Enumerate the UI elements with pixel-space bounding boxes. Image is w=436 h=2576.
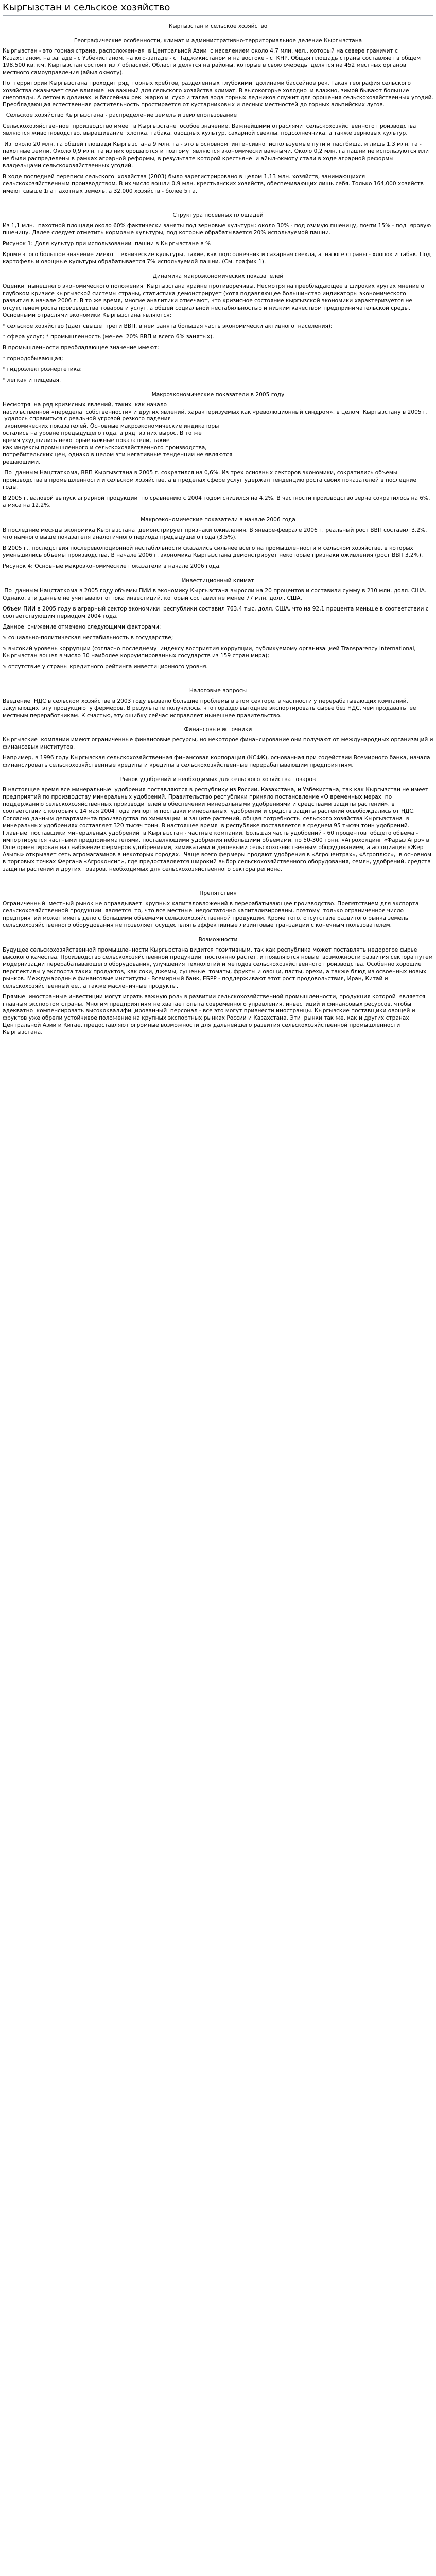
section-heading: Препятствия [199, 890, 237, 896]
text-line: потребительских цен, однако в целом эти негативные тенденции не являются [3, 452, 233, 459]
section-heading: Налоговые вопросы [189, 687, 247, 694]
paragraph: В последние месяцы экономика Кыргызстана демонстрирует признаки оживления. В январе-феврале 2006 г. реальный рост ВВП составил 3,2%, что намного выше показателя аналогичного периода предыдущего года (3,5%). [3, 527, 429, 541]
section-heading: Инвестиционный климат [182, 577, 254, 584]
section-heading: Макроэкономические показатели в 2005 году [151, 391, 285, 398]
paragraph: Из около 20 млн. га общей площади Кыргызстана 9 млн. га - это в основном интенсивно используемые пути и пастбища, и лишь 1,3 млн. га - пахотные земли. Около 0,9 млн. га из них орошаются и поэтому являются экономически важными. Около 0,2 млн. га пашни не используются или не были распределены в рамках аграрной реформы, в результате которой крестьяне и айыл-окмоту стали в ходе аграрной реформы владельцами сельскохозяйственных угодий. [3, 141, 432, 170]
paragraph: * легкая и пищевая. [3, 377, 61, 383]
section-heading: Финансовые источники [184, 726, 252, 733]
text-line: время ухудшились некоторые важные показатели, такие [3, 437, 170, 444]
paragraph: По территории Кыргызстана проходит ряд горных хребтов, разделенных глубокими долинами бассейнов рек. Такая география сельского хозяйства оказывает свое влияние на важный для сельского хозяйства климат. В высокогорье холодно и влажно, зимой бывают большие снегопады. А летом в долинах и бассейнах рек жарко и сухо и талая вода горных ледников служит для орошения сельскохозяйственных угодий. Преобладающая естественная растительность простирается от кустарниковых и лесных местностей до горных альпийских лугов. [3, 80, 435, 108]
paragraph: Объем ПИИ в 2005 году в аграрный сектор экономики республики составил 763,4 тыс. долл. США, что на 92,1 процента меньше в соответствии с соответствующим периодом 2004 года. [3, 605, 430, 619]
paragraph: В настоящее время все минеральные удобрения поставляются в республику из России, Казахстана, и Узбекистана, так как Кыргызстан не имеет предприятий по производству минеральных удобрений. Правительство республики приняло постановление «О временных мерах по поддержанию сельскохозяйственных производителей в обеспечении минеральными удобрениями и средствами защиты растений», в соответствии с которым с 14 мая 2004 года импорт и поставки минеральных удобрений и средств защиты растений освобождались от НДС. Согласно данным департамента производства по химизации и защите растений, общая потребность сельского хозяйства Кыргызстана в минеральных удобрениях составляет 320 тысяч тонн. В настоящее время в республике поставляется в среднем 95 тысяч тонн удобрений. Главные поставщики минеральных удобрений в Кыргызстан - частные компании. Большая часть удобрений - 60 процентов общего объема - импортируется частными предпринимателями, поставляющими удобрения небольшими объемами, по 50-300 тонн. «Агрохолдинг «Фарыз Агро» в Оше ориентирован на снабжение фермеров удобрениями, химикатами и дешевыми сельскохозяйственным оборудованием, а ассоциация «Жер Азыгы» открывает сеть агромагазинов в некоторых городах. Чаще всего фермеры продают удобрения в «Агроцентрах», «Агроплюс», в основном в торговых точках Фергана «Агроконсип», где предоставляется широкий выбор сельскохозяйственного оборудования, семян, удобрений, средств защиты растений и других товаров, необходимых для сельскохозяйственного сектора региона. [3, 787, 433, 872]
text-line: остались на уровне предыдущего года, а ряд из них вырос. В то же [3, 430, 202, 437]
paragraph: Данное снижение отмечено следующими факторами: [3, 623, 161, 630]
section-heading: Кыргызстан и сельское хозяйство [168, 23, 268, 29]
paragraph: Сельское хозяйство Кыргызстана - распределение земель и землепользование [3, 112, 237, 119]
text-line: Несмотря на ряд кризисных явлений, таких как начало [3, 401, 167, 408]
paragraph: Будущее сельскохозяйственной промышленности Кыргызстана видится позитивным, так как республика может поставлять недорогое сырье высокого качества. Производство сельскохозяйственной продукции постоянно растет, и появляются новые возможности развития сектора путем модернизации перерабатывающего оборудования, улучшения технологий и методов сельскохозяйственного производства. Особенно хорошие перспективы у экспорта таких продуктов, как соки, джемы, сушеные томаты, фрукты и овощи, пасты, орехи, а также блюд из освоенных новых рынков. Международные финансовые институты - Всемирный банк, ЕБРР - поддерживают этот рост продовольствия, Иран, Китай и сельскохозяйственный ее.. а также масленичные продукты. [3, 946, 435, 989]
paragraph: ъ высокий уровень коррупции (согласно последнему индексу восприятия коррупции, публикуемому организацией Transparency International, Кыргызстан вошел в число 30 наиболее коррумпированных государств из 159 стран мира); [3, 645, 418, 659]
paragraph: Кыргызские компании имеют ограниченные финансовые ресурсы, но некоторое финансирование они получают от международных организаций и финансовых институтов. [3, 737, 435, 751]
line-block [3, 402, 433, 470]
document-page [0, 0, 436, 1046]
section-heading: Структура посевных площадей [172, 212, 264, 219]
spacer [3, 877, 433, 883]
paragraph: В ходе последней переписи сельского хозяйства (2003) было зарегистрировано в целом 1,13 млн. хозяйств, занимающихся сельскохозяйственным производством. В их число вошли 0,9 млн. крестьянских хозяйств, обеспечивающих лишь себя. Только 164,000 хозяйств имеют свыше 1га пахотных земель, а 32.000 хозяйств - более 5 га. [3, 174, 426, 195]
paragraph: Введение НДС в сельском хозяйстве в 2003 году вызвало большие проблемы в этом секторе, в частности у перерабатывающих компаний, закупающих эту продукцию у фермеров. В результате получилось, что гораздо выгоднее экспортировать сырье без НДС, чем продавать ее местным переработчикам. К счастью, эту ошибку сейчас исправляет нынешнее правительство. [3, 698, 418, 719]
document-body [3, 23, 433, 1037]
page-title: Кыргызстан и сельское хозяйство [3, 2, 433, 16]
text-line: насильственной «передела собственности» и других явлений, характеризуемых как «революционный синдром», в целом Кыргызстану в 2005 г. [3, 409, 428, 415]
paragraph: * горнодобывающая; [3, 355, 63, 362]
paragraph: По данным Нацстаткома, ВВП Кыргызстана в 2005 г. сократился на 0,6%. Из трех основных секторов экономики, сократились объемы производства в промышленности и сельском хозяйстве, а в пределах сфере услуг удержал тенденцию роста своих показателей в последние годы. [3, 470, 418, 491]
section-heading: Динамика макроэкономических показателей [152, 273, 284, 279]
section-heading: Географические особенности, климат и административно-территориальное деление Кыргызстана [74, 37, 362, 44]
paragraph: ъ социально-политическая нестабильность в государстве; [3, 634, 173, 641]
paragraph: По данным Нацстаткома в 2005 году объемы ПИИ в экономику Кыргызстана выросли на 20 процентов и составили сумму в 210 млн. долл. США. Однако, эти данные не учитывают оттока инвестиций, который составил не менее 77 млн. долл. США. [3, 587, 428, 601]
paragraph: Например, в 1996 году Кыргызская сельскохозяйственная финансовая корпорация (КСФК), основанная при содействии Всемирного банка, начала финансировать сельскохозяйственные кредиты и кредиты в сельскохозяйственные перерабатывающим предприятиям. [3, 755, 432, 769]
text-line: решающими. [3, 459, 41, 466]
paragraph: В промышленности преобладающее значение имеют: [3, 344, 159, 351]
paragraph: Сельскохозяйственное производство имеет в Кыргызстане особое значение. Важнейшими отраслями сельскохозяйственного производства являются животноводство, выращивание хлопка, табака, овощных культур, сахарной свеклы, подсолнечника, а также зерновых культур. [3, 123, 418, 137]
text-line: как индексы промышленного и сельскохозяйственного производства, [3, 445, 207, 451]
paragraph: * сфера услуг; * промышленность (менее 20% ВВП и всего 6% занятых). [3, 333, 214, 340]
paragraph: Кыргызстан - это горная страна, расположенная в Центральной Азии с населением около 4,7 млн. чел., который на севере граничит с Казахстаном, на западе - с Узбекистаном, на юго-западе - с Таджикистаном и на востоке - с КНР. Общая площадь страны составляет в общем 198,500 кв. км. Кыргызстан состоит из 7 областей. Области делятся на районы, которые в свою очередь делятся на 452 местных органов местного самоуправления (айыл окмоту). [3, 47, 423, 76]
paragraph: * гидроэлектроэнергетика; [3, 366, 82, 372]
section-heading: Рынок удобрений и необходимых для сельского хозяйства товаров [120, 776, 316, 783]
text-line: удалось справиться с реальной угрозой резкого падения [3, 416, 171, 422]
paragraph: Рисунок 1: Доля культур при использовании пашни в Кыргызстане в % [3, 241, 211, 247]
section-heading: Макроэкономические показатели в начале 2006 года [141, 517, 295, 523]
paragraph: Из 1,1 млн. пахотной площади около 60% фактически заняты под зерновые культуры: около 30% - под озимую пшеницу, почти 15% - под яровую пшеницу. Далее следует отметить кормовые культуры, под которые обрабатывается 20% используемой пашни. [3, 223, 433, 236]
paragraph: ъ отсутствие у страны кредитного рейтинга инвестиционного уровня. [3, 663, 208, 670]
paragraph: Рисунок 4: Основные макроэкономические показатели в начале 2006 года. [3, 563, 221, 569]
spacer [3, 674, 433, 681]
paragraph: * сельское хозяйство (дает свыше трети ВВП, в нем занята большая часть экономически активного населения); [3, 323, 333, 329]
paragraph: В 2005 г. валовой выпуск аграрной продукции по сравнению с 2004 годом снизился на 4,2%. В частности производство зерна сократилось на 6%, а мяса на 12,2%. [3, 495, 432, 509]
text-line: экономических показателей. Основные макроэкономические индикаторы [3, 423, 219, 430]
spacer [3, 199, 433, 205]
section-heading: Возможности [198, 936, 238, 943]
paragraph: Ограниченный местный рынок не оправдывает крупных капиталовложений в перерабатывающее производство. Препятствием для экспорта сельскохозяйственной продукции является то, что все местные недостаточно капитализированы, поэтому только ограниченное число предприятий может иметь дело с большими объемами сельскохозяйственной продукции. Кроме того, отсутствие развитого рынка земель сельскохозяйственного оборудования не позволяет осуществлять эффективные лизинговые транзакции с конечным пользователем. [3, 900, 423, 928]
paragraph: Оценки нынешнего экономического положения Кыргызстана крайне противоречивы. Несмотря на преобладающее в широких кругах мнение о глубоком кризисе кыргызской системы страны, статистика демонстрирует (хотя подавляющее большинство индикаторы экономического развития в начале 2006 г. В то же время, многие аналитики отмечают, что кризисное состояние кыргызской экономики характеризуется не отсутствием роста производства товаров и услуг, а общей социальной нестабильностью и низким качеством предпринимательской среды. Основными отраслями экономики Кыргызстана являются: [3, 283, 426, 318]
paragraph: В 2005 г., последствия послереволюционной нестабильности сказались сильнее всего на промышленности и сельском хозяйстве, в которых уменьшились объемы производства. В начале 2006 г. экономика Кыргызстана демонстрирует некоторые признаки оживления (рост ВВП 3,2%). [3, 545, 423, 558]
paragraph: Кроме этого большое значение имеют технические культуры, такие, как подсолнечник и сахарная свекла, а на юге страны - хлопок и табак. Под картофель и овощные культуры обрабатывается 7% используемой пашни. (См. график 1). [3, 251, 433, 265]
paragraph: Прямые иностранные инвестиции могут играть важную роль в развитии сельскохозяйственной промышленности, продукция которой является главным экспортом страны. Многим предприятиям не хватает опыта современного управления, инвестиций и финансовых ресурсов, чтобы адекватно компенсировать высококвалифицированный персонал - все это могут привнести иностранцы. Кыргызские поставщики овощей и фруктов уже обрели устойчивое положение на крупных экспортных рынках России и Казахстана. Эти рынки так же, как и других странах Центральной Азии и Китае, предоставляют огромные возможности для дальнейшего развития сельскохозяйственной промышленности Кыргызстана. [3, 993, 427, 1036]
